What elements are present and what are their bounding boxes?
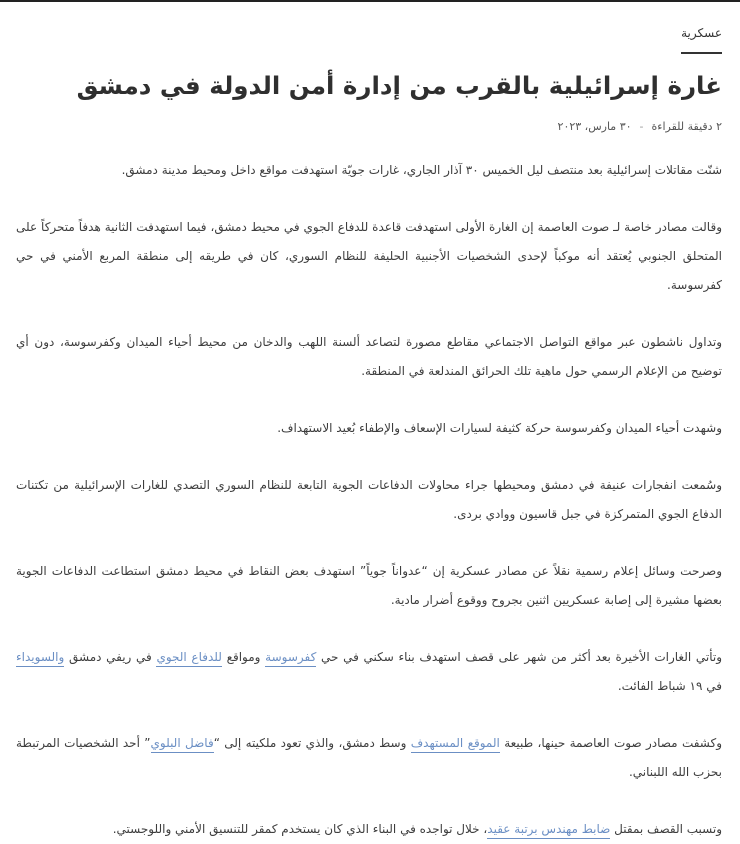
article bbox=[16, 0, 722, 844]
paragraph-9 bbox=[16, 815, 722, 844]
link-targeted-site[interactable]: الموقع المستهدف bbox=[411, 736, 500, 753]
paragraph-7-text-1: وتأتي الغارات الأخيرة بعد أكثر من شهر على قصف استهدف بناء سكني في حي bbox=[316, 650, 723, 664]
paragraph-9-text-2: ، خلال تواجده في البناء الذي كان يستخدم كمقر للتنسيق الأمني واللوجستي. bbox=[112, 822, 488, 836]
paragraph-7 bbox=[16, 643, 722, 701]
paragraph-9-text-1: وتسبب القصف بمقتل bbox=[610, 822, 722, 836]
publish-date: ٣٠ مارس، ٢٠٢٣ bbox=[557, 120, 632, 133]
read-time: ٢ دقيقة للقراءة bbox=[651, 120, 722, 133]
category-tag[interactable]: عسكرية bbox=[681, 26, 722, 54]
link-kafrsouseh[interactable]: كفرسوسة bbox=[265, 650, 316, 667]
paragraph-8-text-1: وكشفت مصادر صوت العاصمة حينها، طبيعة bbox=[499, 736, 723, 750]
paragraph-6: وصرحت وسائل إعلام رسمية نقلاً عن مصادر عسكرية إن “عدواناً جوياً” استهدف بعض النقاط في محيط دمشق استطاعت الدفاعات الجوية بعضها مشيرة إلى إصابة عسكريين اثنين بجروح ووقوع أضرار مادية. bbox=[16, 564, 722, 607]
link-colonel-engineer[interactable]: ضابط مهندس برتبة عقيد bbox=[487, 822, 610, 839]
paragraph-5: وسُمعت انفجارات عنيفة في دمشق ومحيطها جراء محاولات الدفاعات الجوية التابعة للنظام السوري التصدي للغارات الإسرائيلية من تكتنات الدفاع الجوي المتمركزة في جبل قاسيون ووادي بردى. bbox=[16, 478, 722, 521]
paragraph-1: شنّت مقاتلات إسرائيلية بعد منتصف ليل الخميس ٣٠ آذار الجاري، غارات جويّة استهدفت مواقع داخل ومحيط مدينة دمشق. bbox=[121, 163, 722, 177]
link-air-defense[interactable]: للدفاع الجوي bbox=[156, 650, 221, 667]
paragraph-7-text-3: في ريفي دمشق bbox=[64, 650, 157, 664]
paragraph-8-text-3: ” أحد الشخصيات المرتبطة بحزب الله اللبناني. bbox=[16, 736, 722, 779]
paragraph-7-text-4: في ١٩ شباط الفائت. bbox=[617, 679, 722, 693]
paragraph-8 bbox=[16, 729, 722, 787]
article-headline: غارة إسرائيلية بالقرب من إدارة أمن الدولة في دمشق bbox=[76, 71, 722, 100]
paragraph-2: وقالت مصادر خاصة لـ صوت العاصمة إن الغارة الأولى استهدفت قاعدة للدفاع الجوي في محيط دمشق، فيما استهدفت الثانية هدفاً متحركاً على المتحلق الجنوبي يُعتقد أنه موكباً لإحدى الشخصيات الأجنبية الحليفة للنظام السوري، كان في طريقه إلى منطقة المربع الأمني في حي كفرسوسة. bbox=[16, 220, 722, 292]
link-fadel-albalawi[interactable]: فاضل البلوي bbox=[151, 736, 214, 753]
link-sweida[interactable]: والسويداء bbox=[16, 650, 64, 667]
paragraph-8-text-2: وسط دمشق، والذي تعود ملكيته إلى “ bbox=[213, 736, 411, 750]
article-body bbox=[16, 156, 722, 844]
article-meta bbox=[16, 120, 722, 133]
paragraph-3: وتداول ناشطون عبر مواقع التواصل الاجتماعي مقاطع مصورة لتصاعد ألسنة اللهب والدخان من محيط أحياء الميدان وكفرسوسة، دون أي توضيح من الإعلام الرسمي حول ماهية تلك الحرائق المندلعة في المنطقة. bbox=[16, 335, 722, 378]
paragraph-7-text-2: ومواقع bbox=[221, 650, 266, 664]
category-wrap bbox=[16, 26, 722, 54]
paragraph-4: وشهدت أحياء الميدان وكفرسوسة حركة كثيفة لسيارات الإسعاف والإطفاء بُعيد الاستهداف. bbox=[277, 421, 722, 435]
meta-separator: - bbox=[639, 120, 644, 133]
